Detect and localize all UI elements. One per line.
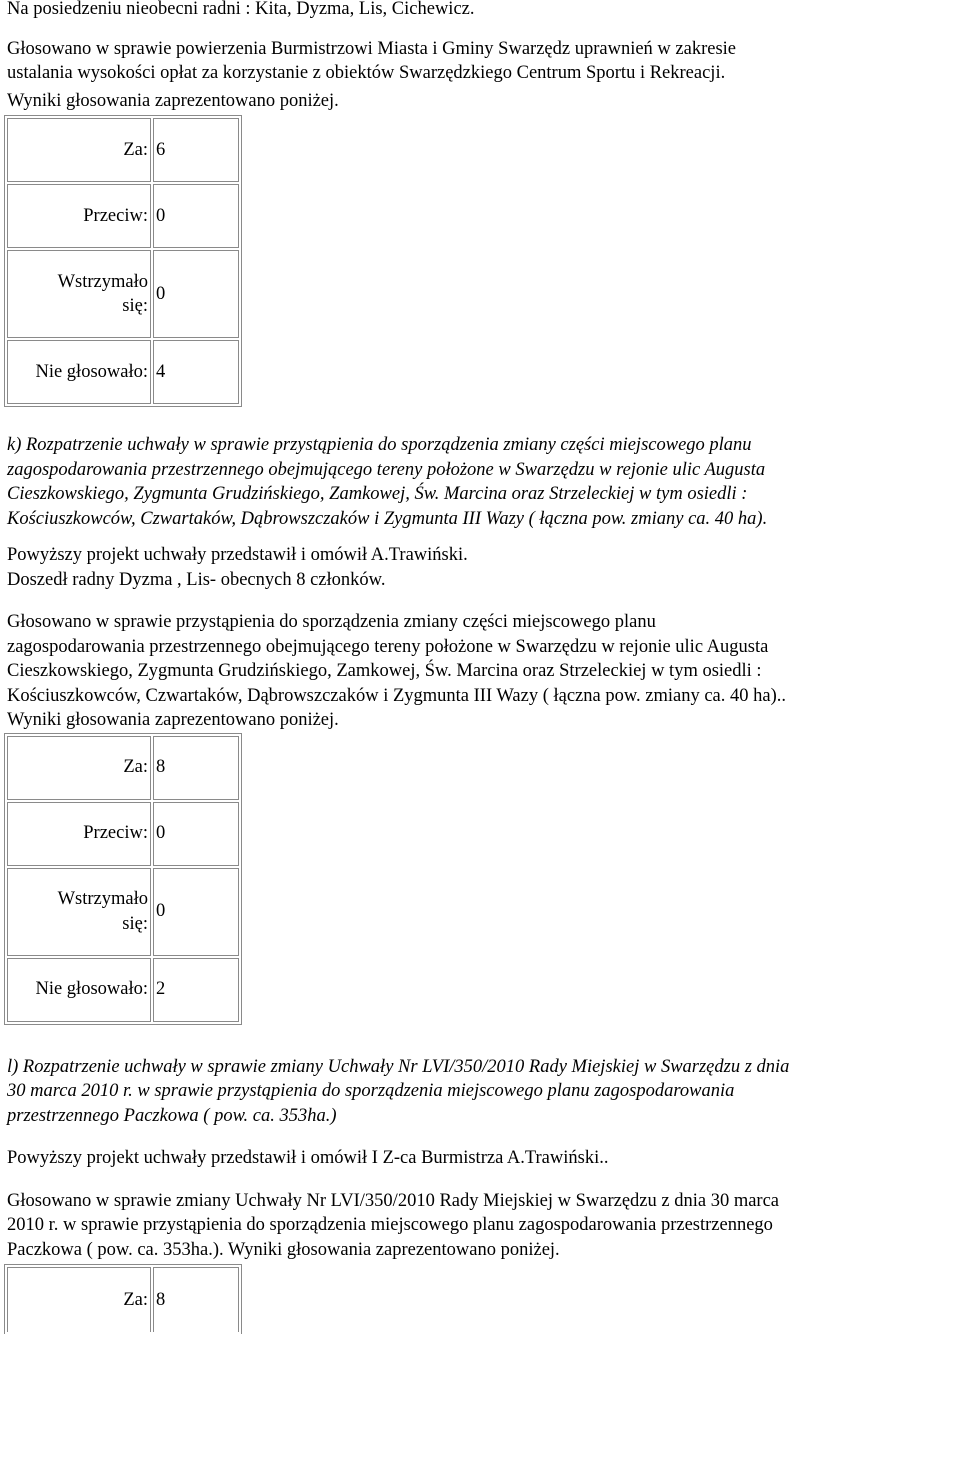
vote-for-label: Za: (7, 118, 151, 182)
vote-for-value: 6 (153, 118, 239, 182)
vote-for-value: 8 (153, 1267, 239, 1332)
vote-for-label: Za: (7, 736, 151, 800)
vote-results-table-2 (4, 733, 242, 1025)
document-page (7, 0, 960, 1334)
presentation-note-l: Powyższy projekt uchwały przedstawił i omówił I Z-ca Burmistrza A.Trawiński.. (7, 1148, 609, 1168)
vote-for-value: 8 (153, 736, 239, 800)
agenda-item-k: k) Rozpatrzenie uchwały w sprawie przystąpienia do sporządzenia zmiany części miejscowego planu zagospodarowania przestrzennego obejmującego tereny położone w Swarzędzu w rejonie ulic Augusta Cieszkowskiego, Zygmunta Grudzińskiego, Zamkowej, Św. Marcina oraz Strzeleckiej w tym osiedli : Kościuszkowców, Czwartaków, Dąbrowszczaków i Zygmunta III Wazy ( łączna pow. zmiany ca. 40 ha). (7, 435, 768, 529)
vote-not-voted-value: 4 (153, 340, 239, 404)
vote-not-voted-value: 2 (153, 958, 239, 1022)
vote-abstain-value: 0 (153, 250, 239, 338)
vote-results-table-1 (4, 115, 242, 407)
agenda-item-l: l) Rozpatrzenie uchwały w sprawie zmiany Uchwały Nr LVI/350/2010 Rady Miejskiej w Swarzędzu z dnia 30 marca 2010 r. w sprawie przystąpienia do sporządzenia miejscowego planu zagospodarowania przestrzennego Paczkowa ( pow. ca. 353ha.) (7, 1056, 790, 1126)
vote-against-label: Przeciw: (7, 802, 151, 866)
vote-against-label: Przeciw: (7, 184, 151, 248)
vote-against-value: 0 (153, 802, 239, 866)
vote-abstain-label: Wstrzymało się: (7, 250, 151, 338)
vote-not-voted-label: Nie głosowało: (7, 958, 151, 1022)
vote-against-value: 0 (153, 184, 239, 248)
vote-not-voted-label: Nie głosowało: (7, 340, 151, 404)
absent-councillors: Na posiedzeniu nieobecni radni : Kita, Dyzma, Lis, Cichewicz. (7, 0, 475, 19)
vote-abstain-label: Wstrzymało się: (7, 868, 151, 956)
vote-results-table-3 (4, 1264, 242, 1334)
vote-description-2: Głosowano w sprawie przystąpienia do sporządzenia zmiany części miejscowego planu zagospodarowania przestrzennego obejmującego tereny położone w Swarzędzu w rejonie ulic Augusta Cieszkowskiego, Zygmunta Grudzińskiego, Zamkowej, Św. Marcina oraz Strzeleckiej w tym osiedli : Kościuszkowców, Czwartaków, Dąbrowszczaków i Zygmunta III Wazy ( łączna pow. zmiany ca. 40 ha).. Wyniki głosowania zaprezentowano poniżej. (7, 612, 786, 730)
presentation-note-k: Powyższy projekt uchwały przedstawił i omówił A.Trawiński. Doszedł radny Dyzma , Lis- obecnych 8 członków. (7, 545, 468, 590)
vote-for-label: Za: (7, 1267, 151, 1332)
vote-description-3: Głosowano w sprawie zmiany Uchwały Nr LVI/350/2010 Rady Miejskiej w Swarzędzu z dnia 30 marca 2010 r. w sprawie przystąpienia do sporządzenia miejscowego planu zagospodarowania przestrzennego Paczkowa ( pow. ca. 353ha.). Wyniki głosowania zaprezentowano poniżej. (7, 1190, 780, 1260)
vote-description-1: Głosowano w sprawie powierzenia Burmistrzowi Miasta i Gminy Swarzędz uprawnień w zakresie ustalania wysokości opłat za korzystanie z obiektów Swarzędzkiego Centrum Sportu i Rekreacji. Wyniki głosowania zaprezentowano poniżej. (7, 38, 736, 111)
vote-abstain-value: 0 (153, 868, 239, 956)
